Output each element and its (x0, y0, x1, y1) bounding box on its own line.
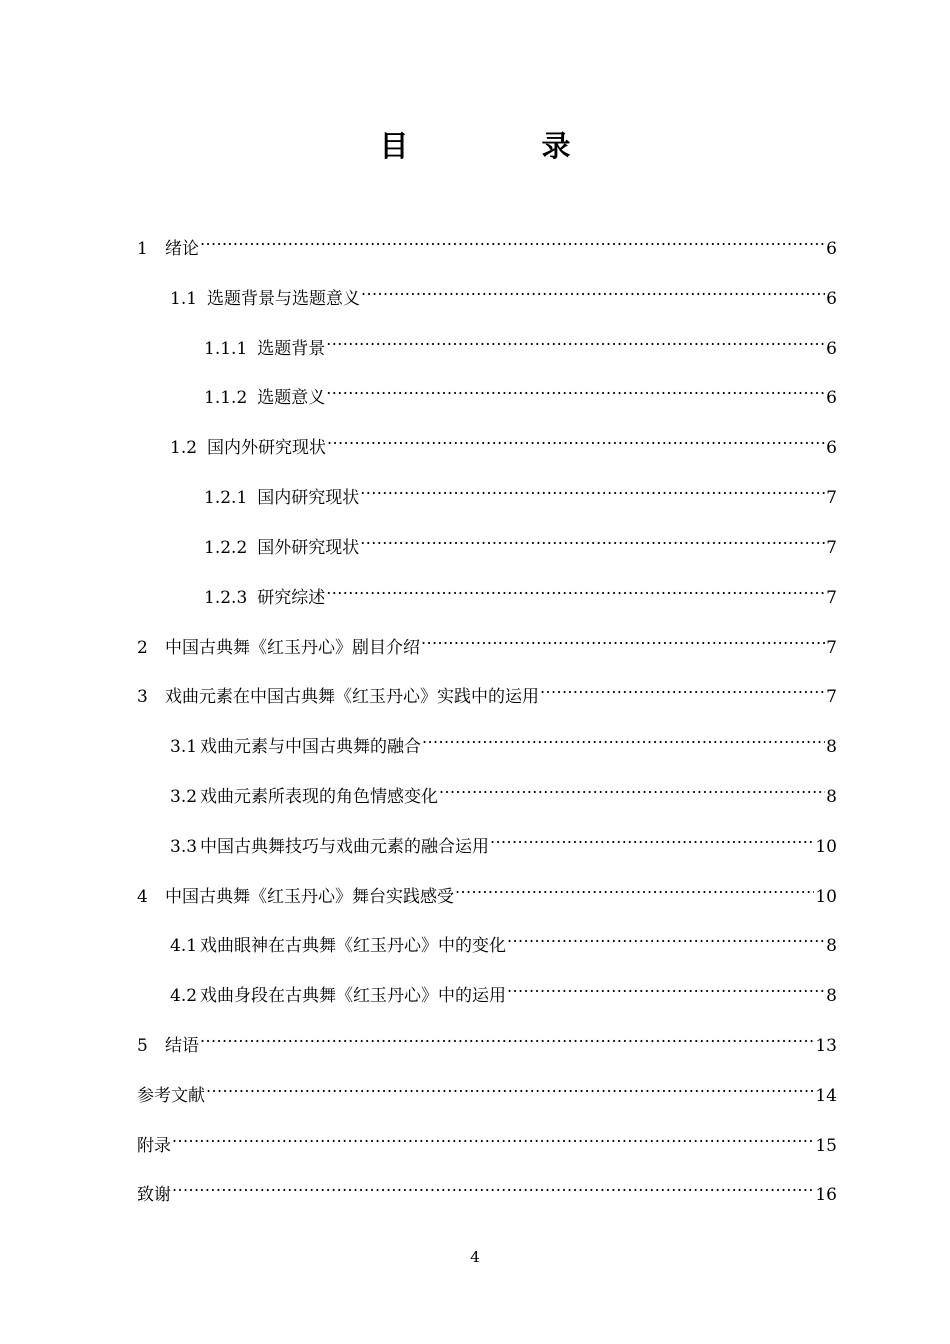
toc-entry-number: 4.2 (170, 986, 198, 1007)
toc-entry-4[interactable] (137, 870, 837, 920)
toc-entry-page: 8 (826, 936, 837, 957)
toc-entry-number: 1 (137, 239, 148, 259)
toc-entry-number: 1.1.2 (204, 388, 248, 409)
toc-entry-page: 15 (815, 1135, 837, 1156)
toc-entry-number: 3.3 (170, 836, 198, 857)
toc-entry-number: 2 (137, 637, 148, 658)
toc-dot-leader (507, 969, 825, 1001)
toc-entry-number: 4 (137, 886, 148, 907)
toc-entry-label: 戏曲眼神在古典舞《红玉丹心》中的变化 (200, 936, 507, 957)
toc-entry-page: 7 (826, 637, 837, 658)
toc-entry-number: 1.2.2 (204, 537, 248, 558)
toc-entry-1-1-1[interactable] (137, 322, 837, 372)
toc-title: 目 录 (379, 129, 623, 163)
toc-dot-leader (172, 1168, 814, 1200)
toc-entry-label: 绪论 (165, 239, 199, 259)
toc-entry-references[interactable] (137, 1069, 837, 1119)
toc-entry-label: 选题背景与选题意义 (207, 288, 361, 309)
toc-entry-number: 1.2.1 (204, 488, 248, 509)
toc-entry-page: 8 (826, 786, 837, 807)
toc-dot-leader (327, 421, 825, 453)
toc-entry-page: 10 (815, 836, 837, 857)
toc-entry-label: 选题背景 (257, 338, 326, 359)
toc-entry-4-2[interactable] (137, 969, 837, 1019)
toc-entry-number: 1.1 (170, 288, 198, 309)
toc-dot-leader (540, 670, 825, 702)
toc-list (137, 222, 837, 1218)
toc-dot-leader (507, 919, 825, 951)
toc-dot-leader (439, 770, 825, 802)
toc-dot-leader (360, 471, 825, 503)
toc-entry-label: 戏曲元素在中国古典舞《红玉丹心》实践中的运用 (165, 687, 539, 708)
toc-entry-page: 10 (815, 886, 837, 907)
toc-entry-label: 戏曲元素所表现的角色情感变化 (200, 786, 439, 807)
toc-entry-2[interactable] (137, 621, 837, 671)
toc-entry-number: 3.1 (170, 737, 198, 758)
toc-entry-label: 致谢 (137, 1185, 171, 1206)
toc-entry-appendix[interactable] (137, 1119, 837, 1169)
toc-entry-3-1[interactable] (137, 720, 837, 770)
toc-entry-1-2-2[interactable] (137, 521, 837, 571)
toc-dot-leader (326, 322, 825, 354)
toc-dot-leader (490, 820, 814, 852)
toc-entry-number: 1.2 (170, 438, 198, 459)
toc-entry-page: 16 (815, 1185, 837, 1206)
toc-entry-page: 14 (815, 1085, 837, 1106)
toc-entry-1-2-3[interactable] (137, 571, 837, 621)
toc-entry-1-1-2[interactable] (137, 371, 837, 421)
toc-entry-number: 4.1 (170, 936, 198, 957)
toc-dot-leader (200, 222, 825, 254)
toc-dot-leader (360, 521, 825, 553)
toc-entry-page: 13 (815, 1036, 837, 1056)
toc-entry-page: 7 (826, 488, 837, 509)
toc-entry-number: 5 (137, 1036, 148, 1056)
toc-dot-leader (361, 272, 825, 304)
toc-entry-number: 3 (137, 687, 148, 708)
toc-entry-label: 选题意义 (257, 388, 326, 409)
toc-entry-page: 6 (826, 288, 837, 309)
toc-entry-number: 1.2.3 (204, 587, 248, 608)
toc-entry-label: 参考文献 (137, 1085, 205, 1106)
toc-dot-leader (422, 720, 825, 752)
toc-entry-5[interactable] (137, 1019, 837, 1069)
toc-entry-3-3[interactable] (137, 820, 837, 870)
toc-entry-label: 戏曲身段在古典舞《红玉丹心》中的运用 (200, 986, 507, 1007)
toc-entry-label: 附录 (137, 1135, 171, 1156)
toc-entry-page: 6 (826, 239, 837, 259)
toc-entry-label: 中国古典舞技巧与戏曲元素的融合运用 (200, 836, 490, 857)
toc-entry-page: 6 (826, 438, 837, 459)
toc-entry-acknowledgements[interactable] (137, 1168, 837, 1218)
toc-dot-leader (421, 621, 825, 653)
toc-entry-label: 国内研究现状 (257, 488, 360, 509)
toc-entry-number: 1.1.1 (204, 338, 248, 359)
toc-entry-page: 7 (826, 537, 837, 558)
toc-entry-1-1[interactable] (137, 272, 837, 322)
toc-dot-leader (200, 1019, 814, 1051)
toc-entry-label: 戏曲元素与中国古典舞的融合 (200, 737, 422, 758)
toc-entry-4-1[interactable] (137, 919, 837, 969)
toc-entry-label: 国内外研究现状 (207, 438, 327, 459)
toc-entry-1[interactable] (137, 222, 837, 272)
toc-entry-page: 7 (826, 687, 837, 708)
page-number: 4 (470, 1248, 480, 1266)
toc-entry-label: 研究综述 (257, 587, 326, 608)
toc-entry-page: 7 (826, 587, 837, 608)
toc-dot-leader (326, 571, 825, 603)
toc-entry-3[interactable] (137, 670, 837, 720)
toc-dot-leader (455, 870, 814, 902)
toc-entry-1-2[interactable] (137, 421, 837, 471)
toc-entry-label: 中国古典舞《红玉丹心》舞台实践感受 (165, 886, 454, 907)
toc-entry-number: 3.2 (170, 786, 198, 807)
toc-entry-label: 结语 (165, 1036, 199, 1056)
toc-entry-page: 8 (826, 737, 837, 758)
toc-entry-label: 国外研究现状 (257, 537, 360, 558)
toc-entry-label: 中国古典舞《红玉丹心》剧目介绍 (165, 637, 420, 658)
toc-dot-leader (326, 371, 825, 403)
toc-dot-leader (206, 1069, 814, 1101)
toc-entry-3-2[interactable] (137, 770, 837, 820)
toc-entry-page: 6 (826, 338, 837, 359)
toc-entry-page: 8 (826, 986, 837, 1007)
toc-entry-1-2-1[interactable] (137, 471, 837, 521)
toc-entry-page: 6 (826, 388, 837, 409)
toc-dot-leader (172, 1119, 814, 1151)
